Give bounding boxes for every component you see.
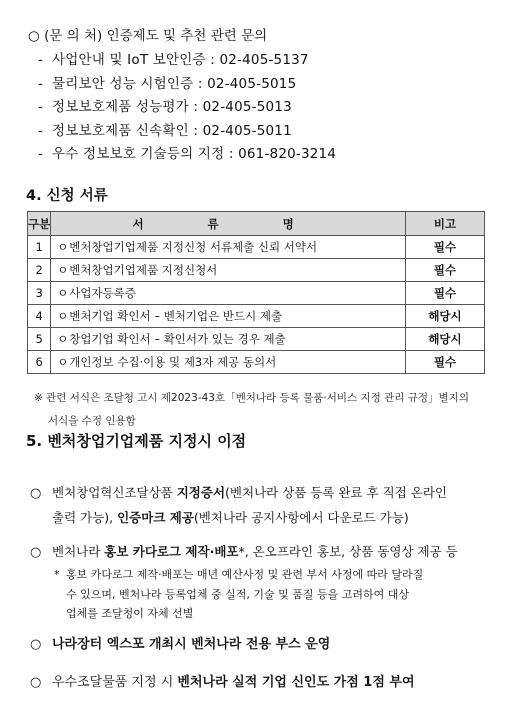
row-bullet: ㅇ (57, 240, 69, 254)
header-note: 비고 (406, 212, 485, 236)
table-row (28, 259, 485, 282)
benefit-item: ○ 나라장터 엑스포 개최시 벤처나라 전용 부스 운영 (30, 633, 330, 657)
contact-item-text: 물리보안 성능 시험인증 : 02-405-5015 (52, 75, 297, 92)
benefit-item: ○ 벤처창업혁신조달상품 지정증서(벤처나라 상품 등록 완료 후 직접 온라인 출력 가능), 인증마크 제공(벤처나라 공지사항에서 다운로드 가능) (30, 481, 500, 530)
contact-item-text: 정보보호제품 신속확인 : 02-405-5011 (52, 122, 292, 139)
table-row (28, 305, 485, 328)
footnote-line: ※ 관련 서식은 조달청 고시 제2023-43호「벤처나라 등록 물품·서비스 지정 관리 규정」별지의 (34, 392, 469, 404)
row-no: 4 (28, 305, 51, 328)
contact-item: - 정보보호제품 신속확인 : 02-405-5011 (38, 122, 292, 139)
row-no: 1 (28, 236, 51, 259)
contact-item: - 우수 정보보호 기술등의 지정 : 061-820-3214 (38, 146, 337, 163)
contact-item: - 사업안내 및 IoT 보안인증 : 02-405-5137 (38, 52, 309, 68)
row-name-text: 개인정보 수집·이용 및 제3자 제공 동의서 (69, 355, 277, 369)
contact-item-text: 사업안내 및 IoT 보안인증 : 02-405-5137 (52, 52, 309, 68)
footnote-line: 서식을 수정 인용함 (48, 415, 136, 427)
row-no: 3 (28, 282, 51, 305)
table-header-row (28, 212, 485, 236)
contact-heading: ○ (문 의 처) 인증제도 및 추천 관련 문의 (28, 28, 268, 44)
row-name-text: 사업자등록증 (69, 286, 136, 300)
contact-item: - 정보보호제품 성능평가 : 02-405-5013 (38, 99, 292, 116)
row-bullet: ㅇ (57, 286, 69, 300)
circle-bullet: ○ (30, 637, 42, 652)
row-bullet: ㅇ (57, 309, 69, 323)
benefit-item: ○ 우수조달물품 지정 시 벤처나라 실적 기업 신인도 가점 1점 부여 (30, 671, 415, 695)
documents-table (27, 211, 485, 374)
row-note: 필수 (406, 259, 485, 282)
row-note: 필수 (406, 282, 485, 305)
row-note: 필수 (406, 236, 485, 259)
row-note: 해당시 (406, 305, 485, 328)
table-row (28, 236, 485, 259)
benefit-subnote: * 홍보 카다로그 제작·배포는 매년 예산사정 및 관련 부서 사정에 따라 달라질 수 있으며, 벤처나라 등록업체 중 실적, 기술 및 품질 등을 고려하여 대상 업체를 조달청이 자체 선별 (54, 568, 424, 620)
table-row (28, 328, 485, 351)
section-title-documents: 4. 신청 서류 (26, 188, 108, 204)
header-title: 서 류 명 (51, 212, 406, 236)
row-note: 해당시 (406, 328, 485, 351)
row-name (51, 282, 406, 305)
section-title-benefits: 5. 벤처창업기업제품 지정시 이점 (26, 432, 247, 450)
row-name (51, 328, 406, 351)
benefit-item: ○ 벤처나라 홍보 카다로그 제작·배포*, 온오프라인 홍보, 상품 동영상 제공 등 (30, 540, 500, 565)
row-bullet: ㅇ (57, 263, 69, 277)
row-no: 5 (28, 328, 51, 351)
row-name-text: 벤처기업 확인서 – 벤처기업은 반드시 제출 (69, 309, 283, 323)
row-name (51, 259, 406, 282)
table-row (28, 351, 485, 374)
row-name-text: 벤처창업기업제품 지정신청서 (69, 263, 218, 277)
row-name-text: 벤처창업기업제품 지정신청 서류제출 신뢰 서약서 (69, 240, 318, 254)
row-bullet: ㅇ (57, 332, 69, 346)
row-note: 필수 (406, 351, 485, 374)
contact-item: - 물리보안 성능 시험인증 : 02-405-5015 (38, 75, 297, 92)
row-name-text: 창업기업 확인서 – 확인서가 있는 경우 제출 (69, 332, 286, 346)
documents-footnote (34, 387, 494, 433)
contact-item-text: 우수 정보보호 기술등의 지정 : 061-820-3214 (52, 146, 337, 163)
circle-bullet: ○ (30, 675, 42, 690)
row-name (51, 236, 406, 259)
row-name (51, 351, 406, 374)
table-row (28, 282, 485, 305)
row-bullet: ㅇ (57, 355, 69, 369)
row-name (51, 305, 406, 328)
contact-list (38, 49, 336, 167)
header-no: 구분 (28, 212, 51, 236)
circle-bullet: ○ (30, 545, 42, 560)
circle-bullet: ○ (30, 486, 42, 501)
contact-item-text: 정보보호제품 성능평가 : 02-405-5013 (52, 99, 292, 116)
row-no: 6 (28, 351, 51, 374)
row-no: 2 (28, 259, 51, 282)
